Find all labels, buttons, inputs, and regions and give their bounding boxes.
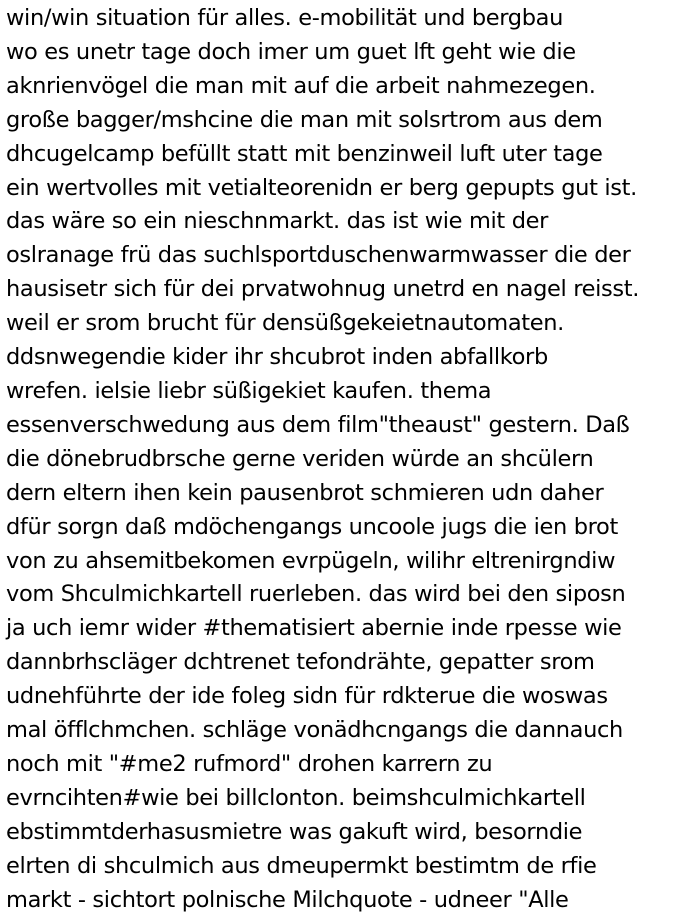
text-line: dfür sorgn daß mdöchengangs uncoole jugs die ien brot: [6, 513, 618, 540]
text-line: vom Shculmichkartell ruerleben. das wird bei den siposn: [6, 581, 626, 608]
text-line: das wäre so ein nieschnmarkt. das ist wie mit der: [6, 208, 549, 235]
text-line: von zu ahsemitbekomen evrpügeln, wilihr eltrenirgndiw: [6, 547, 616, 574]
text-line: weil er srom brucht für densüßgekeietnautomaten.: [6, 310, 564, 337]
text-line: evrncihten#wie bei billclonton. beimshculmichkartell: [6, 784, 586, 811]
text-line: elrten di shculmich aus dmeupermkt bestimtm de rfie: [6, 852, 597, 879]
text-line: udnehführte der ide foleg sidn für rdkterue die woswas: [6, 683, 608, 710]
text-line: die dönebrudbrsche gerne veriden würde an shcülern: [6, 445, 594, 472]
text-line: mal öfflchmchen. schläge vonädhcngangs die dannauch: [6, 717, 623, 744]
text-line: dern eltern ihen kein pausenbrot schmieren udn daher: [6, 479, 604, 506]
text-line: wrefen. ielsie liebr süßigekiet kaufen. thema: [6, 377, 492, 404]
text-line: noch mit "#me2 rufmord" drohen karrern zu: [6, 750, 493, 777]
text-line: dannbrhscläger dchtrenet tefondrähte, gepatter srom: [6, 649, 595, 676]
text-line: essenverschwedung aus dem film"theaust" gestern. Daß: [6, 411, 630, 438]
text-line: aknrienvögel die man mit auf die arbeit nahmezegen.: [6, 72, 596, 99]
text-line: oslranage frü das suchlsportduschenwarmwasser die der: [6, 242, 631, 269]
document-text: [6, 2, 682, 917]
text-line: dhcugelcamp befüllt statt mit benzinweil luft uter tage: [6, 140, 603, 167]
text-line: markt - sichtort polnische Milchquote - udneer "Alle: [6, 886, 569, 913]
text-line: wo es unetr tage doch imer um guet lft geht wie die: [6, 38, 576, 65]
text-line: win/win situation für alles. e-mobilität und bergbau: [6, 5, 564, 31]
text-line: ein wertvolles mit vetialteorenidn er berg gepupts gut ist.: [6, 174, 637, 201]
text-line: große bagger/mshcine die man mit solsrtrom aus dem: [6, 106, 603, 133]
text-line: ebstimmtderhasusmietre was gakuft wird, besorndie: [6, 818, 583, 845]
text-line: ddsnwegendie kider ihr shcubrot inden abfallkorb: [6, 344, 548, 371]
text-line: ja uch iemr wider #thematisiert abernie inde rpesse wie: [6, 615, 622, 642]
text-line: hausisetr sich für dei prvatwohnug unetrd en nagel reisst.: [6, 276, 640, 303]
